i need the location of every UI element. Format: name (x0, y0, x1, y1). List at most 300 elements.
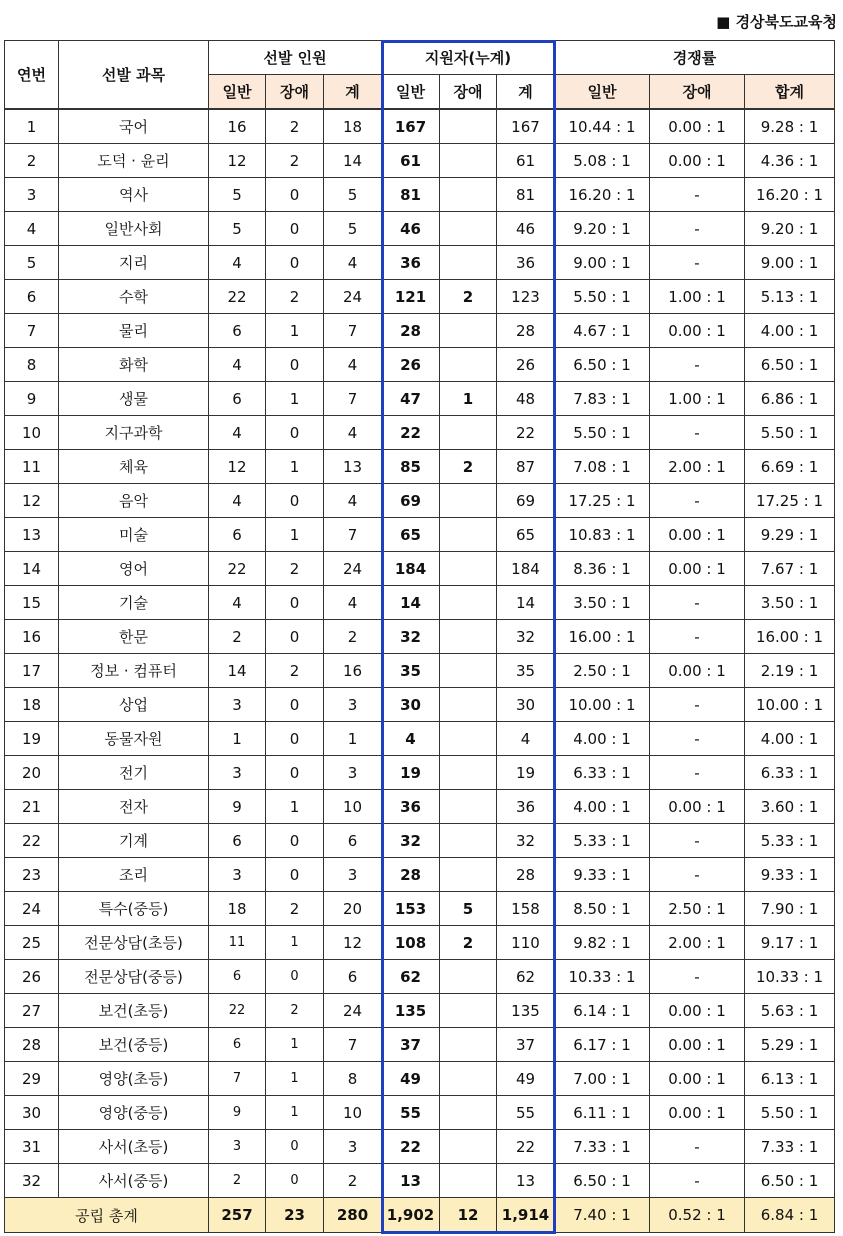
quota-general: 14 (209, 654, 266, 688)
ratio-disabled: 1.00 : 1 (650, 280, 745, 314)
header-quota-total: 계 (324, 75, 382, 110)
row-subject: 수학 (59, 280, 209, 314)
ratio-total: 10.33 : 1 (745, 960, 835, 994)
ratio-total: 10.00 : 1 (745, 688, 835, 722)
recruitment-table (4, 40, 835, 1233)
quota-general: 22 (209, 552, 266, 586)
applicants-total: 61 (497, 144, 555, 178)
table-row (5, 109, 835, 144)
applicants-total: 110 (497, 926, 555, 960)
applicants-total: 28 (497, 314, 555, 348)
row-subject: 물리 (59, 314, 209, 348)
quota-general: 6 (209, 518, 266, 552)
applicants-total: 32 (497, 824, 555, 858)
applicants-disabled: 1 (440, 382, 497, 416)
row-subject: 영어 (59, 552, 209, 586)
table-row (5, 212, 835, 246)
quota-disabled: 2 (266, 892, 324, 926)
ratio-total: 5.63 : 1 (745, 994, 835, 1028)
applicants-general: 19 (382, 756, 440, 790)
applicants-total: 46 (497, 212, 555, 246)
quota-general: 11 (209, 926, 266, 960)
quota-general: 3 (209, 688, 266, 722)
applicants-disabled (440, 348, 497, 382)
quota-disabled: 0 (266, 178, 324, 212)
quota-disabled: 0 (266, 484, 324, 518)
ratio-disabled: 0.00 : 1 (650, 144, 745, 178)
quota-total: 13 (324, 450, 382, 484)
row-no: 23 (5, 858, 59, 892)
applicants-general: 184 (382, 552, 440, 586)
quota-disabled: 2 (266, 109, 324, 144)
quota-general: 22 (209, 280, 266, 314)
quota-disabled: 1 (266, 314, 324, 348)
recruitment-table-wrapper (4, 40, 835, 1233)
table-row (5, 484, 835, 518)
quota-total: 2 (324, 620, 382, 654)
total-label: 공립 총계 (5, 1198, 209, 1233)
ratio-general: 6.50 : 1 (555, 1164, 650, 1198)
total-ratio-general: 7.40 : 1 (555, 1198, 650, 1233)
ratio-general: 16.20 : 1 (555, 178, 650, 212)
applicants-general: 46 (382, 212, 440, 246)
ratio-general: 10.83 : 1 (555, 518, 650, 552)
ratio-disabled: 0.00 : 1 (650, 109, 745, 144)
quota-total: 7 (324, 382, 382, 416)
applicants-disabled: 5 (440, 892, 497, 926)
applicants-general: 121 (382, 280, 440, 314)
applicants-disabled (440, 178, 497, 212)
ratio-general: 5.50 : 1 (555, 280, 650, 314)
ratio-disabled: 2.00 : 1 (650, 450, 745, 484)
row-no: 12 (5, 484, 59, 518)
applicants-general: 108 (382, 926, 440, 960)
table-row (5, 790, 835, 824)
quota-general: 3 (209, 756, 266, 790)
table-row (5, 1028, 835, 1062)
quota-general: 6 (209, 1028, 266, 1062)
applicants-total: 37 (497, 1028, 555, 1062)
applicants-disabled (440, 144, 497, 178)
ratio-general: 8.50 : 1 (555, 892, 650, 926)
row-no: 17 (5, 654, 59, 688)
quota-general: 6 (209, 960, 266, 994)
row-no: 21 (5, 790, 59, 824)
ratio-disabled: 0.00 : 1 (650, 314, 745, 348)
applicants-general: 4 (382, 722, 440, 756)
quota-total: 14 (324, 144, 382, 178)
ratio-total: 6.33 : 1 (745, 756, 835, 790)
ratio-general: 7.00 : 1 (555, 1062, 650, 1096)
ratio-total: 9.00 : 1 (745, 246, 835, 280)
ratio-disabled: - (650, 1164, 745, 1198)
ratio-disabled: - (650, 960, 745, 994)
ratio-disabled: 1.00 : 1 (650, 382, 745, 416)
quota-total: 6 (324, 960, 382, 994)
ratio-general: 16.00 : 1 (555, 620, 650, 654)
applicants-disabled (440, 994, 497, 1028)
ratio-general: 5.50 : 1 (555, 416, 650, 450)
table-row (5, 518, 835, 552)
row-no: 8 (5, 348, 59, 382)
applicants-disabled (440, 620, 497, 654)
applicants-disabled (440, 586, 497, 620)
quota-total: 6 (324, 824, 382, 858)
header-applicants-disabled: 장애 (440, 75, 497, 110)
ratio-general: 10.00 : 1 (555, 688, 650, 722)
header-ratio-general: 일반 (555, 75, 650, 110)
header-ratio-disabled: 장애 (650, 75, 745, 110)
applicants-general: 28 (382, 314, 440, 348)
quota-disabled: 0 (266, 858, 324, 892)
ratio-total: 6.69 : 1 (745, 450, 835, 484)
row-no: 29 (5, 1062, 59, 1096)
applicants-general: 36 (382, 790, 440, 824)
row-subject: 음악 (59, 484, 209, 518)
total-applicants-total: 1,914 (497, 1198, 555, 1233)
ratio-total: 9.29 : 1 (745, 518, 835, 552)
applicants-disabled (440, 960, 497, 994)
row-no: 30 (5, 1096, 59, 1130)
applicants-disabled (440, 688, 497, 722)
table-row (5, 756, 835, 790)
quota-total: 18 (324, 109, 382, 144)
table-body (5, 109, 835, 1233)
quota-general: 4 (209, 586, 266, 620)
ratio-total: 5.33 : 1 (745, 824, 835, 858)
quota-disabled: 1 (266, 790, 324, 824)
ratio-total: 5.13 : 1 (745, 280, 835, 314)
ratio-total: 9.20 : 1 (745, 212, 835, 246)
quota-general: 5 (209, 212, 266, 246)
ratio-general: 8.36 : 1 (555, 552, 650, 586)
quota-disabled: 1 (266, 382, 324, 416)
applicants-disabled (440, 756, 497, 790)
row-no: 15 (5, 586, 59, 620)
quota-total: 16 (324, 654, 382, 688)
table-row (5, 382, 835, 416)
applicants-total: 81 (497, 178, 555, 212)
quota-total: 4 (324, 416, 382, 450)
row-subject: 미술 (59, 518, 209, 552)
ratio-general: 7.83 : 1 (555, 382, 650, 416)
row-no: 10 (5, 416, 59, 450)
ratio-disabled: - (650, 484, 745, 518)
total-applicants-general: 1,902 (382, 1198, 440, 1233)
applicants-disabled (440, 518, 497, 552)
applicants-total: 167 (497, 109, 555, 144)
table-row (5, 178, 835, 212)
table-row (5, 620, 835, 654)
ratio-disabled: 2.50 : 1 (650, 892, 745, 926)
ratio-disabled: 0.00 : 1 (650, 1062, 745, 1096)
quota-general: 4 (209, 246, 266, 280)
quota-total: 4 (324, 484, 382, 518)
applicants-general: 30 (382, 688, 440, 722)
total-quota-disabled: 23 (266, 1198, 324, 1233)
quota-disabled: 1 (266, 1062, 324, 1096)
row-subject: 전기 (59, 756, 209, 790)
applicants-disabled (440, 484, 497, 518)
ratio-general: 6.14 : 1 (555, 994, 650, 1028)
applicants-disabled (440, 790, 497, 824)
applicants-total: 4 (497, 722, 555, 756)
applicants-disabled (440, 1096, 497, 1130)
table-row (5, 1130, 835, 1164)
ratio-general: 6.33 : 1 (555, 756, 650, 790)
quota-total: 10 (324, 790, 382, 824)
ratio-total: 9.17 : 1 (745, 926, 835, 960)
row-subject: 체육 (59, 450, 209, 484)
applicants-disabled (440, 824, 497, 858)
applicants-general: 61 (382, 144, 440, 178)
applicants-general: 13 (382, 1164, 440, 1198)
row-no: 5 (5, 246, 59, 280)
row-no: 2 (5, 144, 59, 178)
row-no: 26 (5, 960, 59, 994)
ratio-total: 5.50 : 1 (745, 416, 835, 450)
row-subject: 역사 (59, 178, 209, 212)
row-subject: 지구과학 (59, 416, 209, 450)
applicants-general: 22 (382, 1130, 440, 1164)
applicants-disabled: 2 (440, 280, 497, 314)
applicants-disabled: 2 (440, 450, 497, 484)
row-subject: 사서(초등) (59, 1130, 209, 1164)
applicants-total: 22 (497, 416, 555, 450)
applicants-disabled: 2 (440, 926, 497, 960)
quota-general: 6 (209, 824, 266, 858)
applicants-total: 26 (497, 348, 555, 382)
applicants-disabled (440, 1028, 497, 1062)
ratio-general: 9.00 : 1 (555, 246, 650, 280)
header-quota-disabled: 장애 (266, 75, 324, 110)
quota-total: 7 (324, 518, 382, 552)
row-subject: 정보 · 컴퓨터 (59, 654, 209, 688)
row-no: 32 (5, 1164, 59, 1198)
ratio-general: 2.50 : 1 (555, 654, 650, 688)
table-row (5, 314, 835, 348)
applicants-total: 36 (497, 246, 555, 280)
quota-total: 24 (324, 552, 382, 586)
ratio-disabled: - (650, 722, 745, 756)
table-row (5, 586, 835, 620)
row-no: 31 (5, 1130, 59, 1164)
quota-total: 3 (324, 1130, 382, 1164)
applicants-disabled (440, 722, 497, 756)
ratio-total: 17.25 : 1 (745, 484, 835, 518)
total-applicants-disabled: 12 (440, 1198, 497, 1233)
ratio-disabled: 0.00 : 1 (650, 994, 745, 1028)
quota-general: 3 (209, 858, 266, 892)
applicants-total: 158 (497, 892, 555, 926)
row-no: 9 (5, 382, 59, 416)
applicants-general: 32 (382, 620, 440, 654)
applicants-total: 32 (497, 620, 555, 654)
row-subject: 도덕 · 윤리 (59, 144, 209, 178)
ratio-total: 3.50 : 1 (745, 586, 835, 620)
quota-general: 6 (209, 314, 266, 348)
row-no: 7 (5, 314, 59, 348)
ratio-total: 4.36 : 1 (745, 144, 835, 178)
header-no: 연번 (5, 41, 59, 110)
table-row (5, 960, 835, 994)
row-no: 19 (5, 722, 59, 756)
applicants-total: 135 (497, 994, 555, 1028)
quota-total: 3 (324, 756, 382, 790)
ratio-general: 9.20 : 1 (555, 212, 650, 246)
ratio-disabled: - (650, 620, 745, 654)
applicants-general: 85 (382, 450, 440, 484)
row-subject: 조리 (59, 858, 209, 892)
applicants-total: 13 (497, 1164, 555, 1198)
header-ratio: 경쟁률 (555, 41, 835, 75)
ratio-general: 10.44 : 1 (555, 109, 650, 144)
table-row (5, 246, 835, 280)
quota-total: 7 (324, 314, 382, 348)
ratio-total: 6.50 : 1 (745, 1164, 835, 1198)
ratio-general: 5.33 : 1 (555, 824, 650, 858)
table-row (5, 824, 835, 858)
ratio-general: 10.33 : 1 (555, 960, 650, 994)
applicants-disabled (440, 858, 497, 892)
quota-general: 12 (209, 450, 266, 484)
row-subject: 보건(중등) (59, 1028, 209, 1062)
ratio-disabled: 0.00 : 1 (650, 518, 745, 552)
row-subject: 지리 (59, 246, 209, 280)
applicants-total: 22 (497, 1130, 555, 1164)
ratio-general: 4.00 : 1 (555, 790, 650, 824)
quota-total: 1 (324, 722, 382, 756)
ratio-disabled: 0.00 : 1 (650, 654, 745, 688)
quota-total: 7 (324, 1028, 382, 1062)
applicants-disabled (440, 1062, 497, 1096)
table-row (5, 654, 835, 688)
quota-disabled: 0 (266, 824, 324, 858)
quota-disabled: 0 (266, 246, 324, 280)
ratio-disabled: - (650, 348, 745, 382)
applicants-disabled (440, 314, 497, 348)
total-ratio-total: 6.84 : 1 (745, 1198, 835, 1233)
applicants-total: 62 (497, 960, 555, 994)
quota-disabled: 1 (266, 1028, 324, 1062)
quota-total: 2 (324, 1164, 382, 1198)
row-no: 16 (5, 620, 59, 654)
ratio-total: 6.50 : 1 (745, 348, 835, 382)
applicants-total: 69 (497, 484, 555, 518)
quota-general: 1 (209, 722, 266, 756)
quota-general: 4 (209, 348, 266, 382)
applicants-general: 62 (382, 960, 440, 994)
quota-total: 4 (324, 246, 382, 280)
quota-disabled: 1 (266, 518, 324, 552)
applicants-general: 35 (382, 654, 440, 688)
applicants-general: 32 (382, 824, 440, 858)
quota-disabled: 0 (266, 1130, 324, 1164)
ratio-disabled: 0.00 : 1 (650, 1028, 745, 1062)
applicants-disabled (440, 416, 497, 450)
applicants-general: 55 (382, 1096, 440, 1130)
ratio-disabled: - (650, 586, 745, 620)
quota-disabled: 0 (266, 688, 324, 722)
ratio-general: 9.33 : 1 (555, 858, 650, 892)
ratio-total: 16.00 : 1 (745, 620, 835, 654)
ratio-disabled: - (650, 246, 745, 280)
applicants-general: 47 (382, 382, 440, 416)
quota-general: 5 (209, 178, 266, 212)
ratio-total: 7.67 : 1 (745, 552, 835, 586)
total-quota-total: 280 (324, 1198, 382, 1233)
ratio-total: 5.50 : 1 (745, 1096, 835, 1130)
table-row (5, 688, 835, 722)
quota-total: 4 (324, 586, 382, 620)
source-label: ■ 경상북도교육청 (716, 13, 837, 31)
ratio-total: 7.33 : 1 (745, 1130, 835, 1164)
ratio-disabled: - (650, 824, 745, 858)
quota-disabled: 2 (266, 654, 324, 688)
row-subject: 영양(중등) (59, 1096, 209, 1130)
quota-general: 18 (209, 892, 266, 926)
applicants-general: 14 (382, 586, 440, 620)
ratio-total: 6.86 : 1 (745, 382, 835, 416)
applicants-general: 22 (382, 416, 440, 450)
quota-total: 20 (324, 892, 382, 926)
applicants-total: 36 (497, 790, 555, 824)
ratio-total: 9.28 : 1 (745, 109, 835, 144)
applicants-total: 28 (497, 858, 555, 892)
applicants-total: 19 (497, 756, 555, 790)
total-quota-general: 257 (209, 1198, 266, 1233)
row-subject: 보건(초등) (59, 994, 209, 1028)
row-subject: 국어 (59, 109, 209, 144)
row-subject: 일반사회 (59, 212, 209, 246)
ratio-general: 7.33 : 1 (555, 1130, 650, 1164)
quota-total: 5 (324, 212, 382, 246)
applicants-disabled (440, 212, 497, 246)
quota-general: 16 (209, 109, 266, 144)
applicants-general: 65 (382, 518, 440, 552)
applicants-general: 36 (382, 246, 440, 280)
row-no: 3 (5, 178, 59, 212)
applicants-general: 81 (382, 178, 440, 212)
ratio-disabled: 0.00 : 1 (650, 790, 745, 824)
ratio-general: 4.00 : 1 (555, 722, 650, 756)
quota-general: 3 (209, 1130, 266, 1164)
quota-disabled: 0 (266, 1164, 324, 1198)
table-row (5, 280, 835, 314)
applicants-general: 37 (382, 1028, 440, 1062)
row-subject: 한문 (59, 620, 209, 654)
row-subject: 상업 (59, 688, 209, 722)
table-row (5, 450, 835, 484)
applicants-total: 55 (497, 1096, 555, 1130)
row-subject: 영양(초등) (59, 1062, 209, 1096)
ratio-disabled: 0.00 : 1 (650, 552, 745, 586)
quota-total: 5 (324, 178, 382, 212)
ratio-disabled: - (650, 416, 745, 450)
ratio-disabled: - (650, 1130, 745, 1164)
quota-total: 24 (324, 994, 382, 1028)
table-row (5, 1096, 835, 1130)
header-applicants-total: 계 (497, 75, 555, 110)
row-subject: 화학 (59, 348, 209, 382)
applicants-disabled (440, 1164, 497, 1198)
row-subject: 기술 (59, 586, 209, 620)
table-row (5, 144, 835, 178)
quota-disabled: 1 (266, 926, 324, 960)
applicants-general: 167 (382, 109, 440, 144)
applicants-disabled (440, 552, 497, 586)
quota-general: 2 (209, 620, 266, 654)
